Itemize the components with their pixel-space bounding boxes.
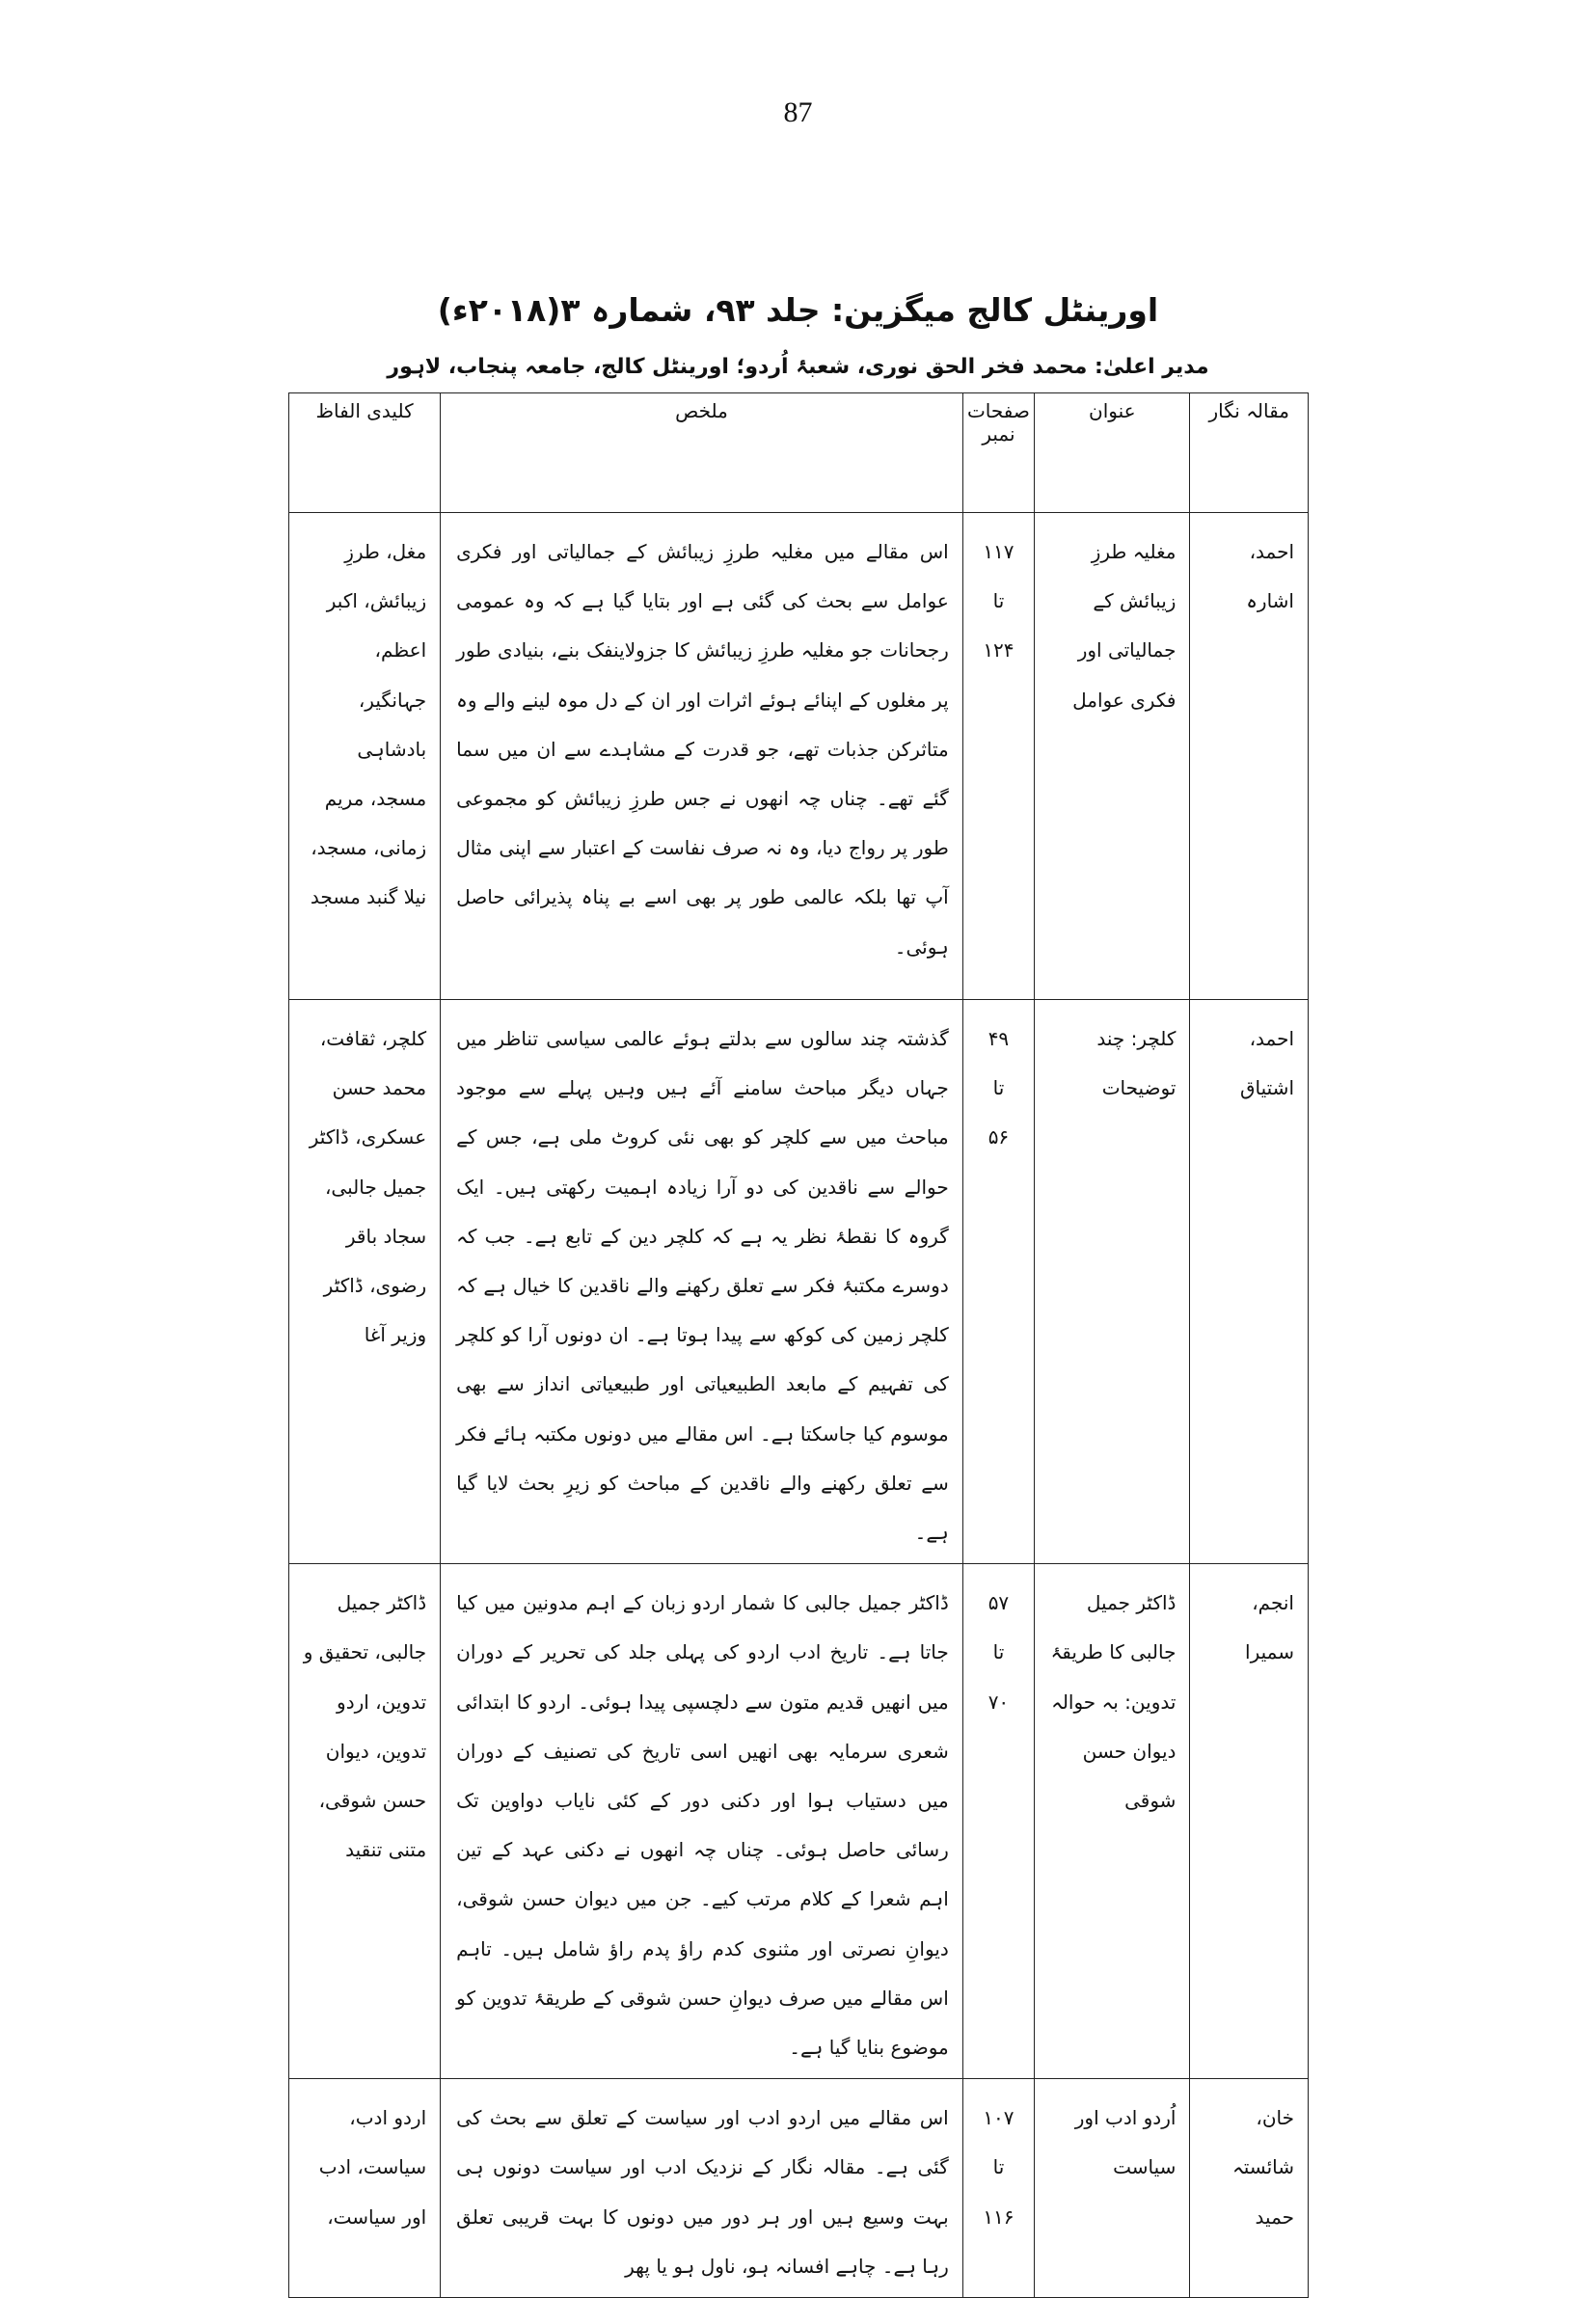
row-abstract: گذشتہ چند سالوں سے بدلتے ہوئے عالمی سیاسی تناظر میں جہاں دیگر مباحث سامنے آئے ہیں وہیں پہلے سے موجود مباحث میں سے کلچر کو بھی نئی کروٹ ملی ہے، جس کے حوالے سے ناقدین کی دو آرا زیادہ اہمیت رکھتی ہیں۔ ایک گروہ کا نقطۂ نظر یہ ہے کہ کلچر دین کے تابع ہے۔ جب کہ دوسرے مکتبۂ فکر سے تعلق رکھنے والے ناقدین کا خیال ہے کہ کلچر زمین کی کوکھ سے پیدا ہوتا ہے۔ ان دونوں آرا کو کلچر کی تفہیم کے مابعد الطبیعیاتی اور طبیعیاتی انداز سے بھی موسوم کیا جاسکتا ہے۔ اس مقالے میں دونوں مکتبہ ہائے فکر سے تعلق رکھنے والے ناقدین کے مباحث کو زیرِ بحث لایا گیا ہے۔	[456, 1027, 949, 1545]
row-pages	[963, 2079, 1034, 2248]
header-abstract: ملخص	[441, 393, 963, 513]
row-keywords: ڈاکٹر جمیل جالبی، تحقیق و تدوین، اردو تدوین، دیوان حسن شوقی، متنی تنقید	[303, 1591, 427, 1862]
pages-end: ۱۱۶	[983, 2204, 1014, 2229]
pages-to: تا	[992, 1640, 1005, 1664]
journal-title: اورینٹل کالج میگزین: جلد ۹۳، شمارہ ۳(۲۰۱۸ء)	[437, 291, 1159, 329]
table-header-row	[289, 393, 1309, 513]
row-keywords: مغل، طرزِ زیبائش، اکبر اعظم، جہانگیر، بادشاہی مسجد، مریم زمانی، مسجد، نیلا گنبد مسجد	[310, 540, 427, 909]
header-author: مقالہ نگار	[1190, 393, 1309, 513]
row-title: کلچر: چند توضیحات	[1096, 1027, 1177, 1100]
header-pages: صفحات نمبر	[962, 393, 1034, 513]
pages-start: ۵۷	[987, 1591, 1010, 1615]
table-row	[289, 513, 1309, 1000]
row-abstract: ڈاکٹر جمیل جالبی کا شمار اردو زبان کے اہم مدونین میں کیا جاتا ہے۔ تاریخ ادب اردو کی پہلی جلد کی تحریر کے دوران میں انھیں قدیم متون سے دلچسپی پیدا ہوئی۔ اردو کا ابتدائی شعری سرمایہ بھی انھیں اسی تاریخ کی تصنیف کے دوران میں دستیاب ہوا اور دکنی دور کے کئی نایاب دواوین تک رسائی حاصل ہوئی۔ چناں چہ انھوں نے دکنی عہد کے تین اہم شعرا کے کلام مرتب کیے۔ جن میں دیوان حسن شوقی، دیوانِ نصرتی اور مثنوی کدم راؤ پدم راؤ شامل ہیں۔ تاہم اس مقالے میں صرف دیوانِ حسن شوقی کے طریقۂ تدوین کو موضوع بنایا گیا ہے۔	[456, 1591, 949, 2060]
table-row	[289, 1000, 1309, 1564]
pages-to: تا	[992, 2155, 1005, 2179]
row-title: مغلیہ طرزِ زیبائش کے جمالیاتی اور فکری عوامل	[1072, 540, 1177, 712]
editor-line: مدیر اعلیٰ: محمد فخر الحق نوری، شعبۂ اُردو؛ اورینٹل کالج، جامعہ پنجاب، لاہور	[387, 355, 1209, 379]
table-row	[289, 1564, 1309, 2079]
articles-table	[288, 392, 1309, 2298]
row-pages	[963, 513, 1034, 682]
row-abstract: اس مقالے میں مغلیہ طرزِ زیبائش کے جمالیاتی اور فکری عوامل سے بحث کی گئی ہے اور بتایا گیا ہے کہ وہ عمومی رجحانات جو مغلیہ طرزِ زیبائش کا جزولاینفک بنے، بنیادی طور پر مغلوں کے اپنائے ہوئے اثرات اور ان کے دل موہ لینے والے وہ متاثرکن جذبات تھے، جو قدرت کے مشاہدے سے ان میں سما گئے تھے۔ چناں چہ انھوں نے جس طرزِ زیبائش کو مجموعی طور پر رواج دیا، وہ نہ صرف نفاست کے اعتبار سے اپنی مثال آپ تھا بلکہ عالمی طور پر بھی اسے بے پناہ پذیرائی حاصل ہوئی۔	[456, 540, 949, 959]
row-keywords: اردو ادب، سیاست، ادب اور سیاست،	[318, 2106, 427, 2229]
pages-to: تا	[992, 1076, 1005, 1100]
table-row	[289, 2079, 1309, 2298]
pages-end: ۷۰	[987, 1690, 1010, 1714]
pages-start: ۴۹	[987, 1027, 1010, 1050]
pages-start: ۱۰۷	[983, 2106, 1014, 2130]
row-abstract: اس مقالے میں اردو ادب اور سیاست کے تعلق سے بحث کی گئی ہے۔ مقالہ نگار کے نزدیک ادب اور سیاست دونوں ہی بہت وسیع ہیں اور ہر دور میں دونوں کا بہت قریبی تعلق رہا ہے۔ چاہے افسانہ ہو، ناول ہو یا پھر	[456, 2106, 949, 2278]
pages-end: ۵۶	[987, 1125, 1010, 1149]
pages-start: ۱۱۷	[983, 540, 1014, 563]
row-author: احمد، اشارہ	[1246, 540, 1294, 613]
header-title: عنوان	[1035, 393, 1190, 513]
header-keywords: کلیدی الفاظ	[289, 393, 441, 513]
row-title: ڈاکٹر جمیل جالبی کا طریقۂ تدوین: بہ حوالہ دیوان حسن شوقی	[1050, 1591, 1177, 1813]
row-author: انجم، سمیرا	[1245, 1591, 1294, 1664]
page-number: 87	[783, 96, 813, 128]
row-title: اُردو ادب اور سیاست	[1074, 2106, 1177, 2179]
row-author: احمد، اشتیاق	[1240, 1027, 1294, 1100]
pages-end: ۱۲۴	[983, 638, 1014, 662]
pages-to: تا	[992, 589, 1005, 613]
row-pages	[963, 1564, 1034, 1733]
row-author: خان، شائستہ حمید	[1231, 2106, 1294, 2229]
row-pages	[963, 1000, 1034, 1169]
row-keywords: کلچر، ثقافت، محمد حسن عسکری، ڈاکٹر جمیل جالبی، سجاد باقر رضوی، ڈاکٹر وزیر آغا	[309, 1027, 427, 1347]
